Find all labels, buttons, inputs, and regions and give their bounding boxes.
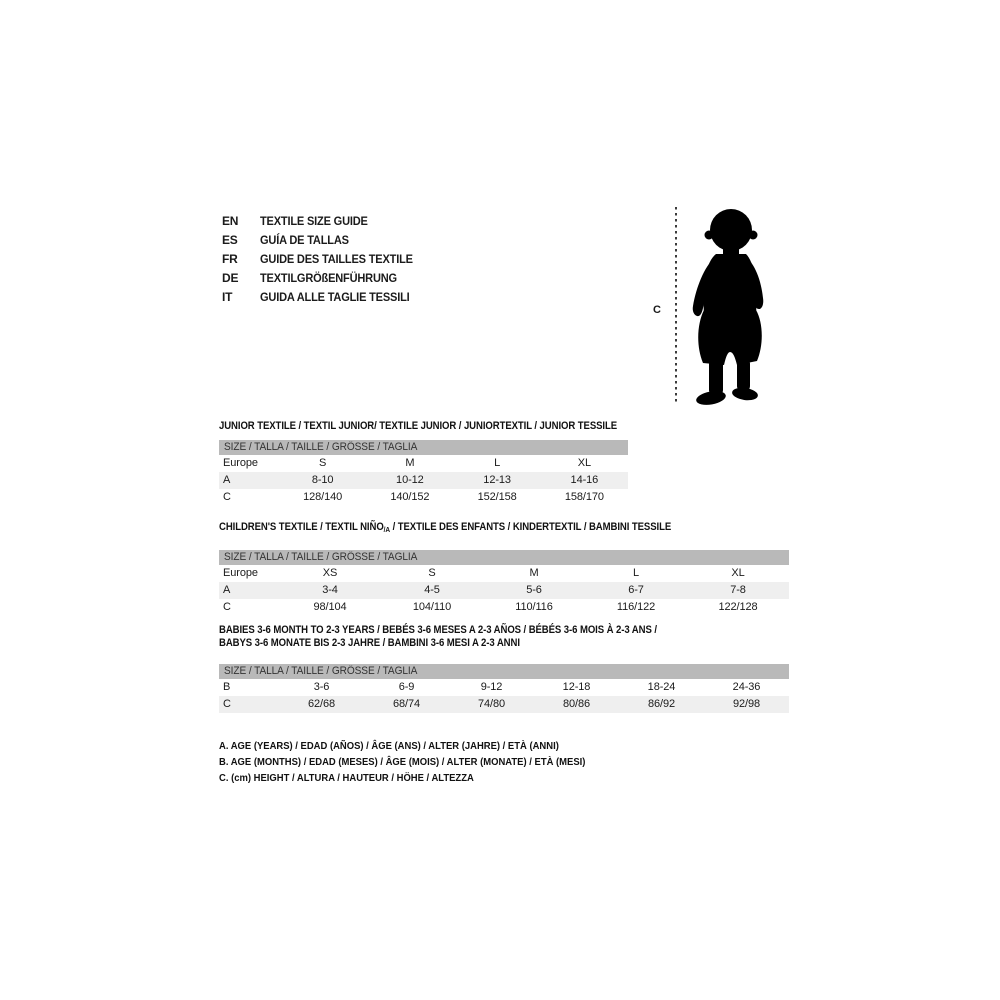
section-title-text: BABYS 3-6 MONATE BIS 2-3 JAHRE / BAMBINI 3-6 MESI A 2-3 ANNI: [219, 637, 520, 649]
table-cell: 86/92: [647, 698, 676, 710]
table-row: [219, 679, 789, 696]
table-cell: XL: [577, 457, 591, 469]
section-babies-textile: [219, 624, 789, 713]
table-cell: 10-12: [396, 474, 424, 486]
language-label: GUIDA ALLE TAGLIE TESSILI: [260, 290, 410, 304]
row-label: Europe: [223, 457, 258, 469]
table-cell: 12-18: [562, 681, 591, 693]
language-row: [222, 212, 426, 231]
table-cell: 80/86: [562, 698, 591, 710]
section-title-line: [219, 420, 628, 432]
table-row: [219, 472, 628, 489]
table-cell: 5-6: [526, 584, 542, 596]
note-text: B. AGE (MONTHS) / EDAD (MESES) / ÂGE (MOIS) / ALTER (MONATE) / ETÀ (MESI): [219, 756, 586, 768]
table-cell: 110/116: [515, 601, 553, 613]
size-header-bar: [219, 440, 628, 455]
table-cell: 92/98: [732, 698, 761, 710]
table-cell: L: [494, 457, 501, 469]
table-cell: S: [428, 567, 436, 579]
table-row: [219, 455, 628, 472]
language-code: DE: [222, 271, 239, 285]
table-cell: 8-10: [311, 474, 334, 486]
language-label: GUIDE DES TAILLES TEXTILE: [260, 252, 413, 266]
note-text: A. AGE (YEARS) / EDAD (AÑOS) / ÂGE (ANS) / ALTER (JAHRE) / ETÀ (ANNI): [219, 740, 559, 752]
row-label: C: [223, 601, 231, 613]
height-measure-line: [675, 207, 677, 405]
note-text: C. (cm) HEIGHT / ALTURA / HAUTEUR / HÖHE / ALTEZZA: [219, 772, 474, 784]
section-title: [219, 624, 789, 650]
section-title-line: [219, 637, 789, 650]
table-cell: 4-5: [424, 584, 440, 596]
table-cell: 158/170: [564, 491, 604, 503]
language-row: [222, 250, 426, 269]
section-title: [219, 521, 789, 536]
table-cell: 3-6: [313, 681, 330, 693]
section-childrens-textile: [219, 521, 789, 616]
section-title-text: JUNIOR TEXTILE / TEXTIL JUNIOR/ TEXTILE JUNIOR / JUNIORTEXTIL / JUNIOR TESSILE: [219, 420, 618, 432]
language-label: TEXTILE SIZE GUIDE: [260, 214, 368, 228]
table-cell: 18-24: [647, 681, 676, 693]
table-cell: 9-12: [480, 681, 503, 693]
size-header-text: SIZE / TALLA / TAILLE / GRÖSSE / TAGLIA: [224, 665, 418, 677]
table-cell: M: [405, 457, 415, 469]
size-header-text: SIZE / TALLA / TAILLE / GRÖSSE / TAGLIA: [224, 441, 418, 453]
table-cell: 62/68: [307, 698, 336, 710]
language-code: FR: [222, 252, 238, 266]
table-row: [219, 565, 789, 582]
row-label: A: [223, 474, 231, 486]
note-line: [219, 754, 626, 770]
section-title-text: CHILDREN'S TEXTILE / TEXTIL $NIÑO_{/A}$ / TEXTILE DES ENFANTS / KINDERTEXTIL / BAMBINI TESSILE: [219, 521, 672, 534]
language-label: TEXTILGRÖßENFÜHRUNG: [260, 271, 397, 285]
babies-size-table: [219, 664, 789, 713]
section-title-line: [219, 521, 789, 536]
note-line: [219, 738, 626, 754]
section-title-line: [219, 624, 789, 637]
table-cell: 7-8: [730, 584, 746, 596]
table-row: [219, 489, 628, 506]
table-cell: 12-13: [483, 474, 511, 486]
table-cell: 14-16: [570, 474, 599, 486]
table-cell: 98/104: [313, 601, 347, 613]
table-cell: L: [632, 567, 640, 579]
size-header-bar: [219, 664, 789, 679]
childrens-size-table: [219, 550, 789, 616]
toddler-silhouette-icon: [684, 204, 776, 408]
language-row: [222, 288, 426, 307]
language-code: ES: [222, 233, 238, 247]
row-label: Europe: [223, 567, 258, 579]
language-code: EN: [222, 214, 239, 228]
row-label: B: [223, 681, 231, 693]
language-code: IT: [222, 290, 233, 304]
table-cell: XS: [322, 567, 338, 579]
row-label: A: [223, 584, 231, 596]
table-cell: 6-9: [398, 681, 415, 693]
table-cell: M: [529, 567, 539, 579]
table-cell: 140/152: [390, 491, 430, 503]
language-row: [222, 231, 426, 250]
table-row: [219, 582, 789, 599]
table-row: [219, 599, 789, 616]
height-measure-label: C: [653, 304, 661, 316]
language-row: [222, 269, 426, 288]
row-label: C: [223, 698, 231, 710]
table-cell: 3-4: [322, 584, 338, 596]
junior-size-table: [219, 440, 628, 506]
table-cell: 24-36: [732, 681, 761, 693]
table-row: [219, 696, 789, 713]
language-label: GUÍA DE TALLAS: [260, 233, 349, 247]
section-title-text: BABIES 3-6 MONTH TO 2-3 YEARS / BEBÉS 3-6 MESES A 2-3 AÑOS / BÉBÉS 3-6 MOIS À 2-3 ANS /: [219, 624, 657, 636]
language-title-list: [222, 212, 426, 307]
size-header-text: SIZE / TALLA / TAILLE / GRÖSSE / TAGLIA: [224, 551, 418, 563]
table-cell: XL: [731, 567, 745, 579]
table-cell: 74/80: [477, 698, 506, 710]
row-label: C: [223, 491, 231, 503]
table-cell: 122/128: [718, 601, 758, 613]
table-cell: 104/110: [412, 601, 452, 613]
note-line: [219, 770, 626, 786]
table-cell: 128/140: [303, 491, 343, 503]
table-cell: S: [319, 457, 327, 469]
table-cell: 152/158: [477, 491, 517, 503]
size-header-bar: [219, 550, 789, 565]
section-title: [219, 420, 628, 432]
section-junior-textile: [219, 420, 628, 506]
table-cell: 116/122: [616, 601, 656, 613]
legend-notes: [219, 738, 626, 786]
table-cell: 68/74: [392, 698, 421, 710]
table-cell: 6-7: [628, 584, 644, 596]
